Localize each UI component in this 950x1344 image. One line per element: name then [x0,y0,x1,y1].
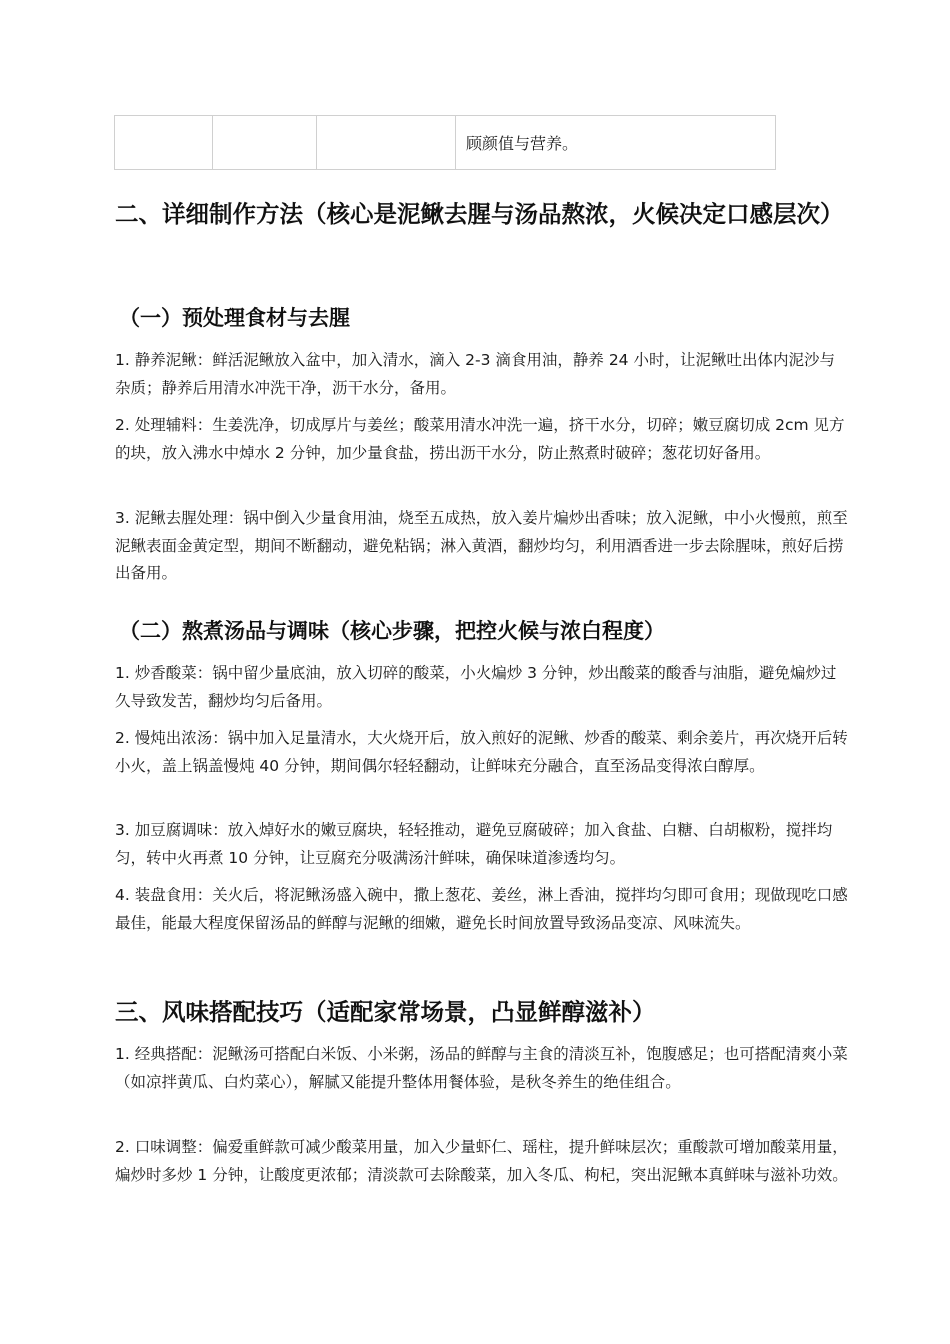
table-cell [115,116,213,170]
table-cell [213,116,317,170]
table-cell [317,116,456,170]
table-fragment [114,115,776,170]
subsection-heading: （二）熬煮汤品与调味（核心步骤，把控火候与浓白程度） [119,619,665,643]
table-cell: 顾颜值与营养。 [456,116,776,170]
paragraph: 3. 泥鳅去腥处理：锅中倒入少量食用油，烧至五成热，放入姜片煸炒出香味；放入泥鳅，中小火慢煎，煎至泥鳅表面金黄定型，期间不断翻动，避免粘锅；淋入黄酒，翻炒均匀，利用酒香进一步去除腥味，煎好后捞出备用。 [115,509,848,582]
section-heading: 二、详细制作方法（核心是泥鳅去腥与汤品熬浓，火候决定口感层次） [115,200,844,228]
section-heading: 三、风味搭配技巧（适配家常场景，凸显鲜醇滋补） [115,998,656,1026]
paragraph: 1. 炒香酸菜：锅中留少量底油，放入切碎的酸菜，小火煸炒 3 分钟，炒出酸菜的酸香与油脂，避免煸炒过久导致发苦，翻炒均匀后备用。 [115,664,837,710]
paragraph: 1. 静养泥鳅：鲜活泥鳅放入盆中，加入清水，滴入 2-3 滴食用油，静养 24 小时，让泥鳅吐出体内泥沙与杂质；静养后用清水冲洗干净，沥干水分，备用。 [115,351,835,397]
paragraph: 1. 经典搭配：泥鳅汤可搭配白米饭、小米粥，汤品的鲜醇与主食的清淡互补，饱腹感足；也可搭配清爽小菜（如凉拌黄瓜、白灼菜心），解腻又能提升整体用餐体验，是秋冬养生的绝佳组合。 [115,1045,848,1091]
paragraph: 4. 装盘食用：关火后，将泥鳅汤盛入碗中，撒上葱花、姜丝，淋上香油，搅拌均匀即可食用；现做现吃口感最佳，能最大程度保留汤品的鲜醇与泥鳅的细嫩，避免长时间放置导致汤品变凉、风味流失。 [115,886,848,932]
table-row [115,116,776,170]
paragraph: 2. 处理辅料：生姜洗净，切成厚片与姜丝；酸菜用清水冲洗一遍，挤干水分，切碎；嫩豆腐切成 2cm 见方的块，放入沸水中焯水 2 分钟，加少量食盐，捞出沥干水分，防止熬煮时破碎；葱花切好备用。 [115,416,845,462]
paragraph: 2. 口味调整：偏爱重鲜款可减少酸菜用量，加入少量虾仁、瑶柱，提升鲜味层次；重酸款可增加酸菜用量，煸炒时多炒 1 分钟，让酸度更浓郁；清淡款可去除酸菜，加入冬瓜、枸杞，突出泥鳅本真鲜味与滋补功效。 [115,1138,848,1184]
paragraph: 3. 加豆腐调味：放入焯好水的嫩豆腐块，轻轻推动，避免豆腐破碎；加入食盐、白糖、白胡椒粉，搅拌均匀，转中火再煮 10 分钟，让豆腐充分吸满汤汁鲜味，确保味道渗透均匀。 [115,821,833,867]
paragraph: 2. 慢炖出浓汤：锅中加入足量清水，大火烧开后，放入煎好的泥鳅、炒香的酸菜、剩余姜片，再次烧开后转小火，盖上锅盖慢炖 40 分钟，期间偶尔轻轻翻动，让鲜味充分融合，直至汤品变得浓白醇厚。 [115,729,848,775]
subsection-heading: （一）预处理食材与去腥 [119,306,350,330]
